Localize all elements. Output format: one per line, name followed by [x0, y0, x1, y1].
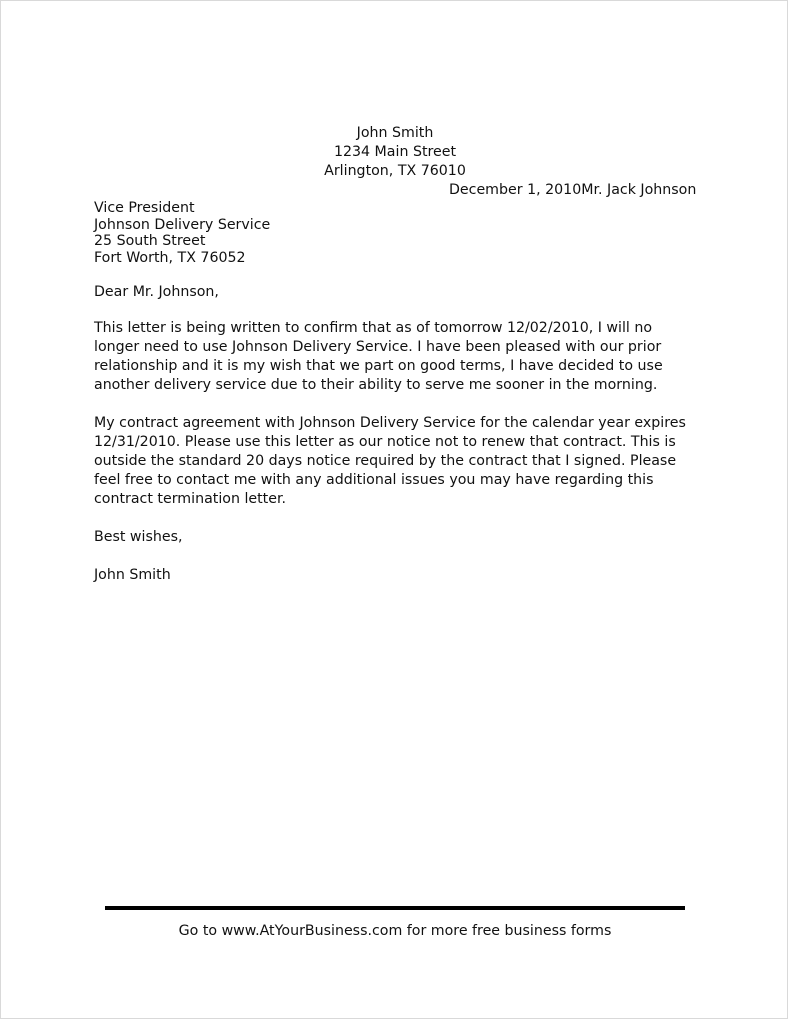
sender-name: John Smith: [356, 125, 434, 141]
paragraph-line: relationship and it is my wish that we part on good terms, I have decided to use: [94, 358, 663, 374]
recipient-street: 25 South Street: [94, 233, 206, 249]
paragraph-line: another delivery service due to their ability to serve me sooner in the morning.: [94, 377, 658, 393]
sender-street: 1234 Main Street: [333, 144, 457, 160]
signature: John Smith: [94, 567, 171, 583]
paragraph-line: longer need to use Johnson Delivery Service. I have been pleased with our prior: [94, 339, 662, 355]
salutation: Dear Mr. Johnson,: [94, 284, 219, 300]
footer-divider: [105, 906, 685, 910]
paragraph-line: outside the standard 20 days notice required by the contract that I signed. Please: [94, 453, 677, 469]
footer-text: Go to www.AtYourBusiness.com for more free business forms: [178, 923, 612, 939]
recipient-title: Vice President: [94, 200, 195, 216]
recipient-address: [94, 200, 270, 266]
paragraph-line: My contract agreement with Johnson Delivery Service for the calendar year expires: [94, 415, 686, 431]
date-recipient-line: December 1, 2010Mr. Jack Johnson: [449, 182, 697, 198]
paragraph-line: feel free to contact me with any additional issues you may have regarding this: [94, 472, 654, 488]
body-paragraph-2: [94, 414, 714, 509]
sender-city-state-zip: Arlington, TX 76010: [324, 163, 466, 179]
recipient-company: Johnson Delivery Service: [94, 216, 271, 233]
closing: Best wishes,: [94, 529, 183, 545]
body-paragraph-1: [94, 319, 714, 395]
recipient-city-state-zip: Fort Worth, TX 76052: [94, 249, 246, 266]
paragraph-line: This letter is being written to confirm that as of tomorrow 12/02/2010, I will no: [94, 320, 653, 336]
paragraph-line: 12/31/2010. Please use this letter as our notice not to renew that contract. This is: [94, 434, 676, 450]
paragraph-line: contract termination letter.: [94, 491, 287, 507]
